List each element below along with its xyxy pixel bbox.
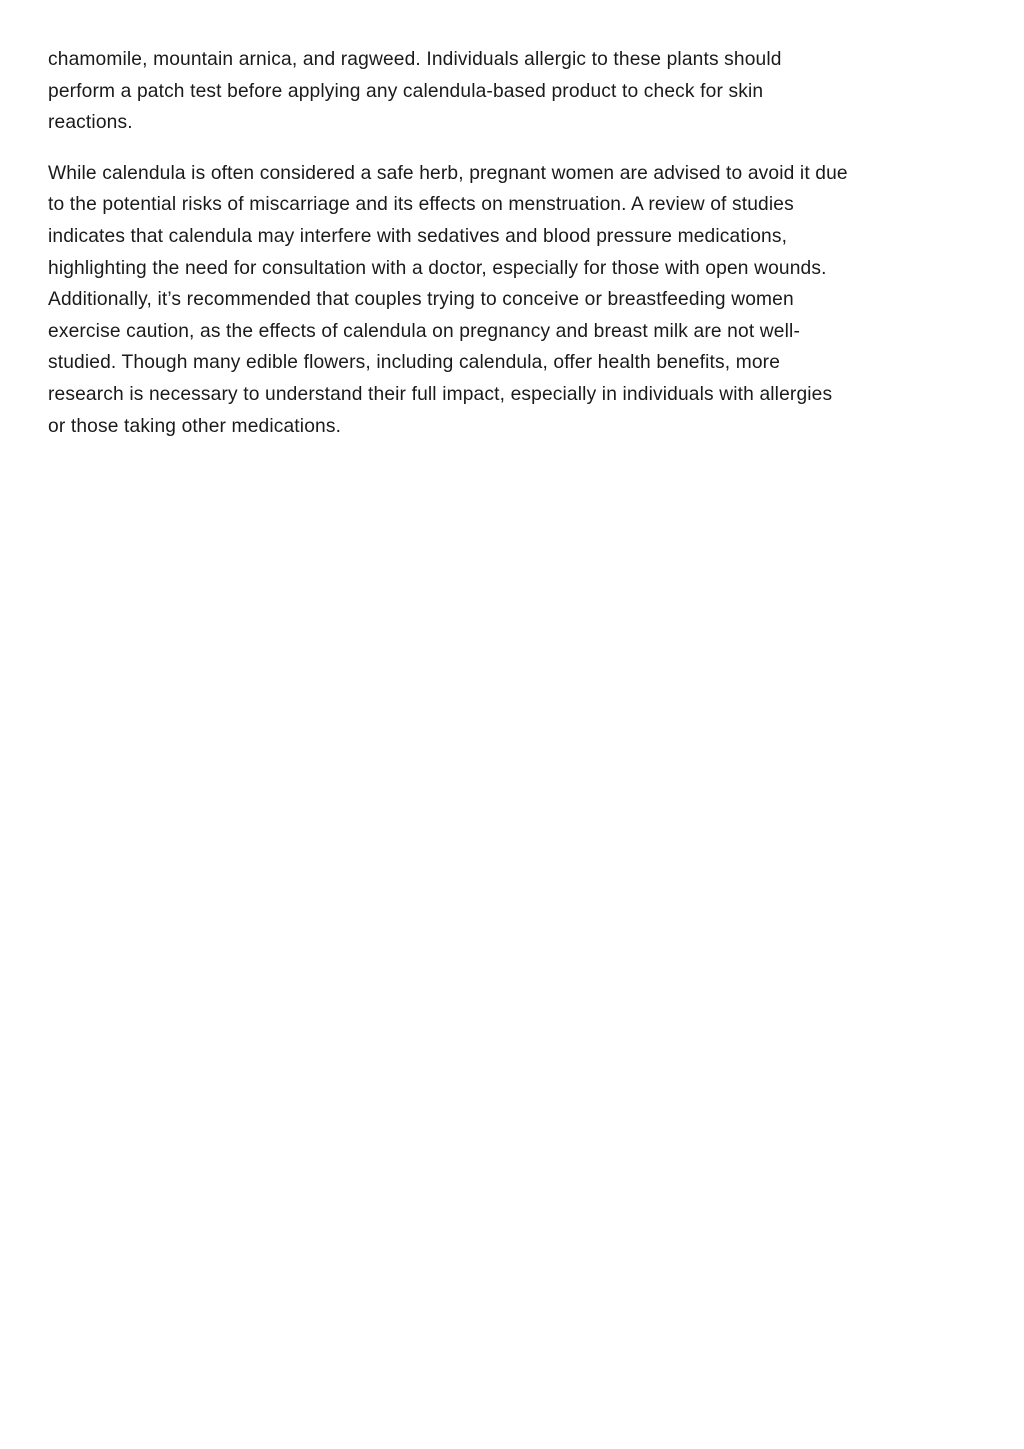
text-line: highlighting the need for consultation with a doctor, especially for those with open wounds. — [48, 257, 827, 279]
text-line: exercise caution, as the effects of calendula on pregnancy and breast milk are not well- — [48, 320, 800, 342]
text-line: studied. Though many edible flowers, including calendula, offer health benefits, more — [48, 352, 781, 374]
text-line: indicates that calendula may interfere with sedatives and blood pressure medications, — [48, 225, 788, 247]
text-line: or those taking other medications. — [48, 415, 342, 437]
paragraph-allergy-warning — [48, 44, 968, 139]
text-line: Additionally, it’s recommended that couples trying to conceive or breastfeeding women — [48, 289, 794, 311]
text-line: While calendula is often considered a safe herb, pregnant women are advised to avoid it due — [48, 162, 848, 184]
text-line: chamomile, mountain arnica, and ragweed. Individuals allergic to these plants should — [48, 49, 782, 70]
text-line: research is necessary to understand their full impact, especially in individuals with allergies — [48, 383, 833, 405]
text-line: reactions. — [48, 112, 133, 134]
text-line: to the potential risks of miscarriage and its effects on menstruation. A review of studies — [48, 194, 794, 216]
paragraph-pregnancy-and-medication-warning — [48, 158, 968, 442]
document-body — [48, 44, 968, 442]
text-line: perform a patch test before applying any calendula-based product to check for skin — [48, 80, 764, 102]
